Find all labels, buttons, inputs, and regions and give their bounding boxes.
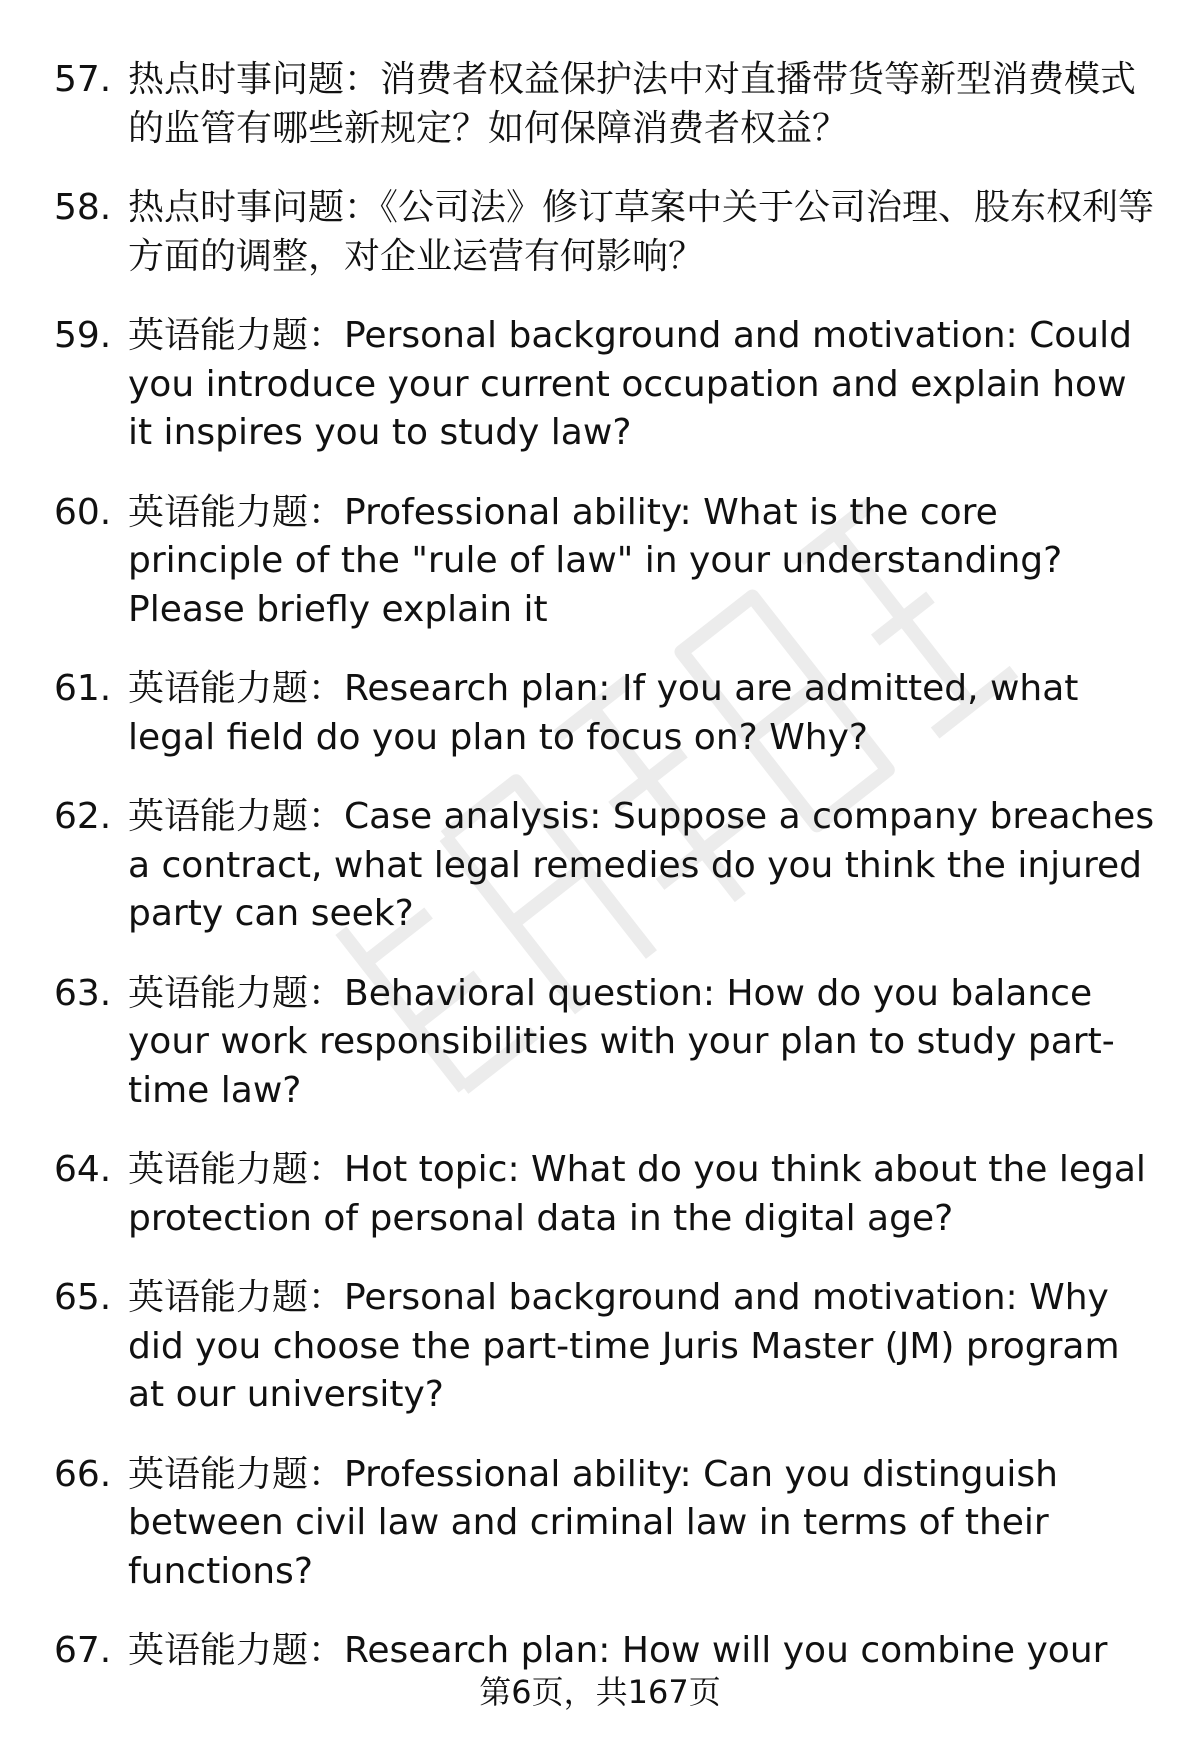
question-number: 60.	[54, 491, 112, 533]
question-number: 66.	[54, 1453, 112, 1495]
question-text: 英语能力题：Professional ability: Can you distinguish between civil law and criminal law in terms of their functions?	[128, 1453, 1058, 1592]
question-text: 英语能力题：Research plan: If you are admitted, what legal field do you plan to focus on? Why?	[128, 668, 1079, 758]
question-item	[0, 56, 1200, 153]
question-item	[0, 1627, 1200, 1676]
question-number: 67.	[54, 1630, 112, 1671]
question-item	[0, 970, 1200, 1116]
question-item	[0, 1274, 1200, 1420]
question-number: 63.	[54, 972, 112, 1014]
question-number: 64.	[54, 1149, 112, 1190]
question-number: 58.	[54, 187, 112, 228]
page-footer: 第6页，共167页	[479, 1673, 721, 1711]
question-item	[0, 1451, 1200, 1597]
question-text: 英语能力题：Professional ability: What is the core principle of the "rule of law" in your understanding? Please briefly explain it	[128, 491, 1063, 630]
question-item	[0, 793, 1200, 939]
question-item	[0, 184, 1200, 281]
question-text: 热点时事问题：消费者权益保护法中对直播带货等新型消费模式的监管有哪些新规定？如何保障消费者权益？	[128, 59, 1137, 149]
question-number: 65.	[54, 1277, 112, 1318]
question-item	[0, 1146, 1200, 1243]
question-number: 61.	[54, 668, 112, 709]
question-item	[0, 312, 1200, 458]
question-list	[0, 56, 1200, 1707]
question-text: 英语能力题：Behavioral question: How do you balance your work responsibilities with your plan to study part-time law?	[128, 972, 1115, 1111]
question-number: 57.	[54, 59, 112, 100]
question-text: 英语能力题：Research plan: How will you combine your	[128, 1630, 1108, 1671]
question-number: 59.	[54, 315, 112, 356]
question-item	[0, 665, 1200, 762]
question-item	[0, 489, 1200, 635]
question-text: 英语能力题：Personal background and motivation: Could you introduce your current occupation and explain how it inspires you to study law?	[128, 315, 1132, 453]
question-text: 英语能力题：Personal background and motivation: Why did you choose the part-time Juris Master (JM) program at our university?	[128, 1277, 1120, 1415]
question-text: 热点时事问题：《公司法》修订草案中关于公司治理、股东权利等方面的调整，对企业运营有何影响？	[128, 187, 1155, 277]
question-text: 英语能力题：Hot topic: What do you think about the legal protection of personal data in the digital age?	[128, 1149, 1146, 1239]
question-text: 英语能力题：Case analysis: Suppose a company breaches a contract, what legal remedies do you think the injured party can seek?	[128, 796, 1155, 934]
question-number: 62.	[54, 796, 112, 837]
